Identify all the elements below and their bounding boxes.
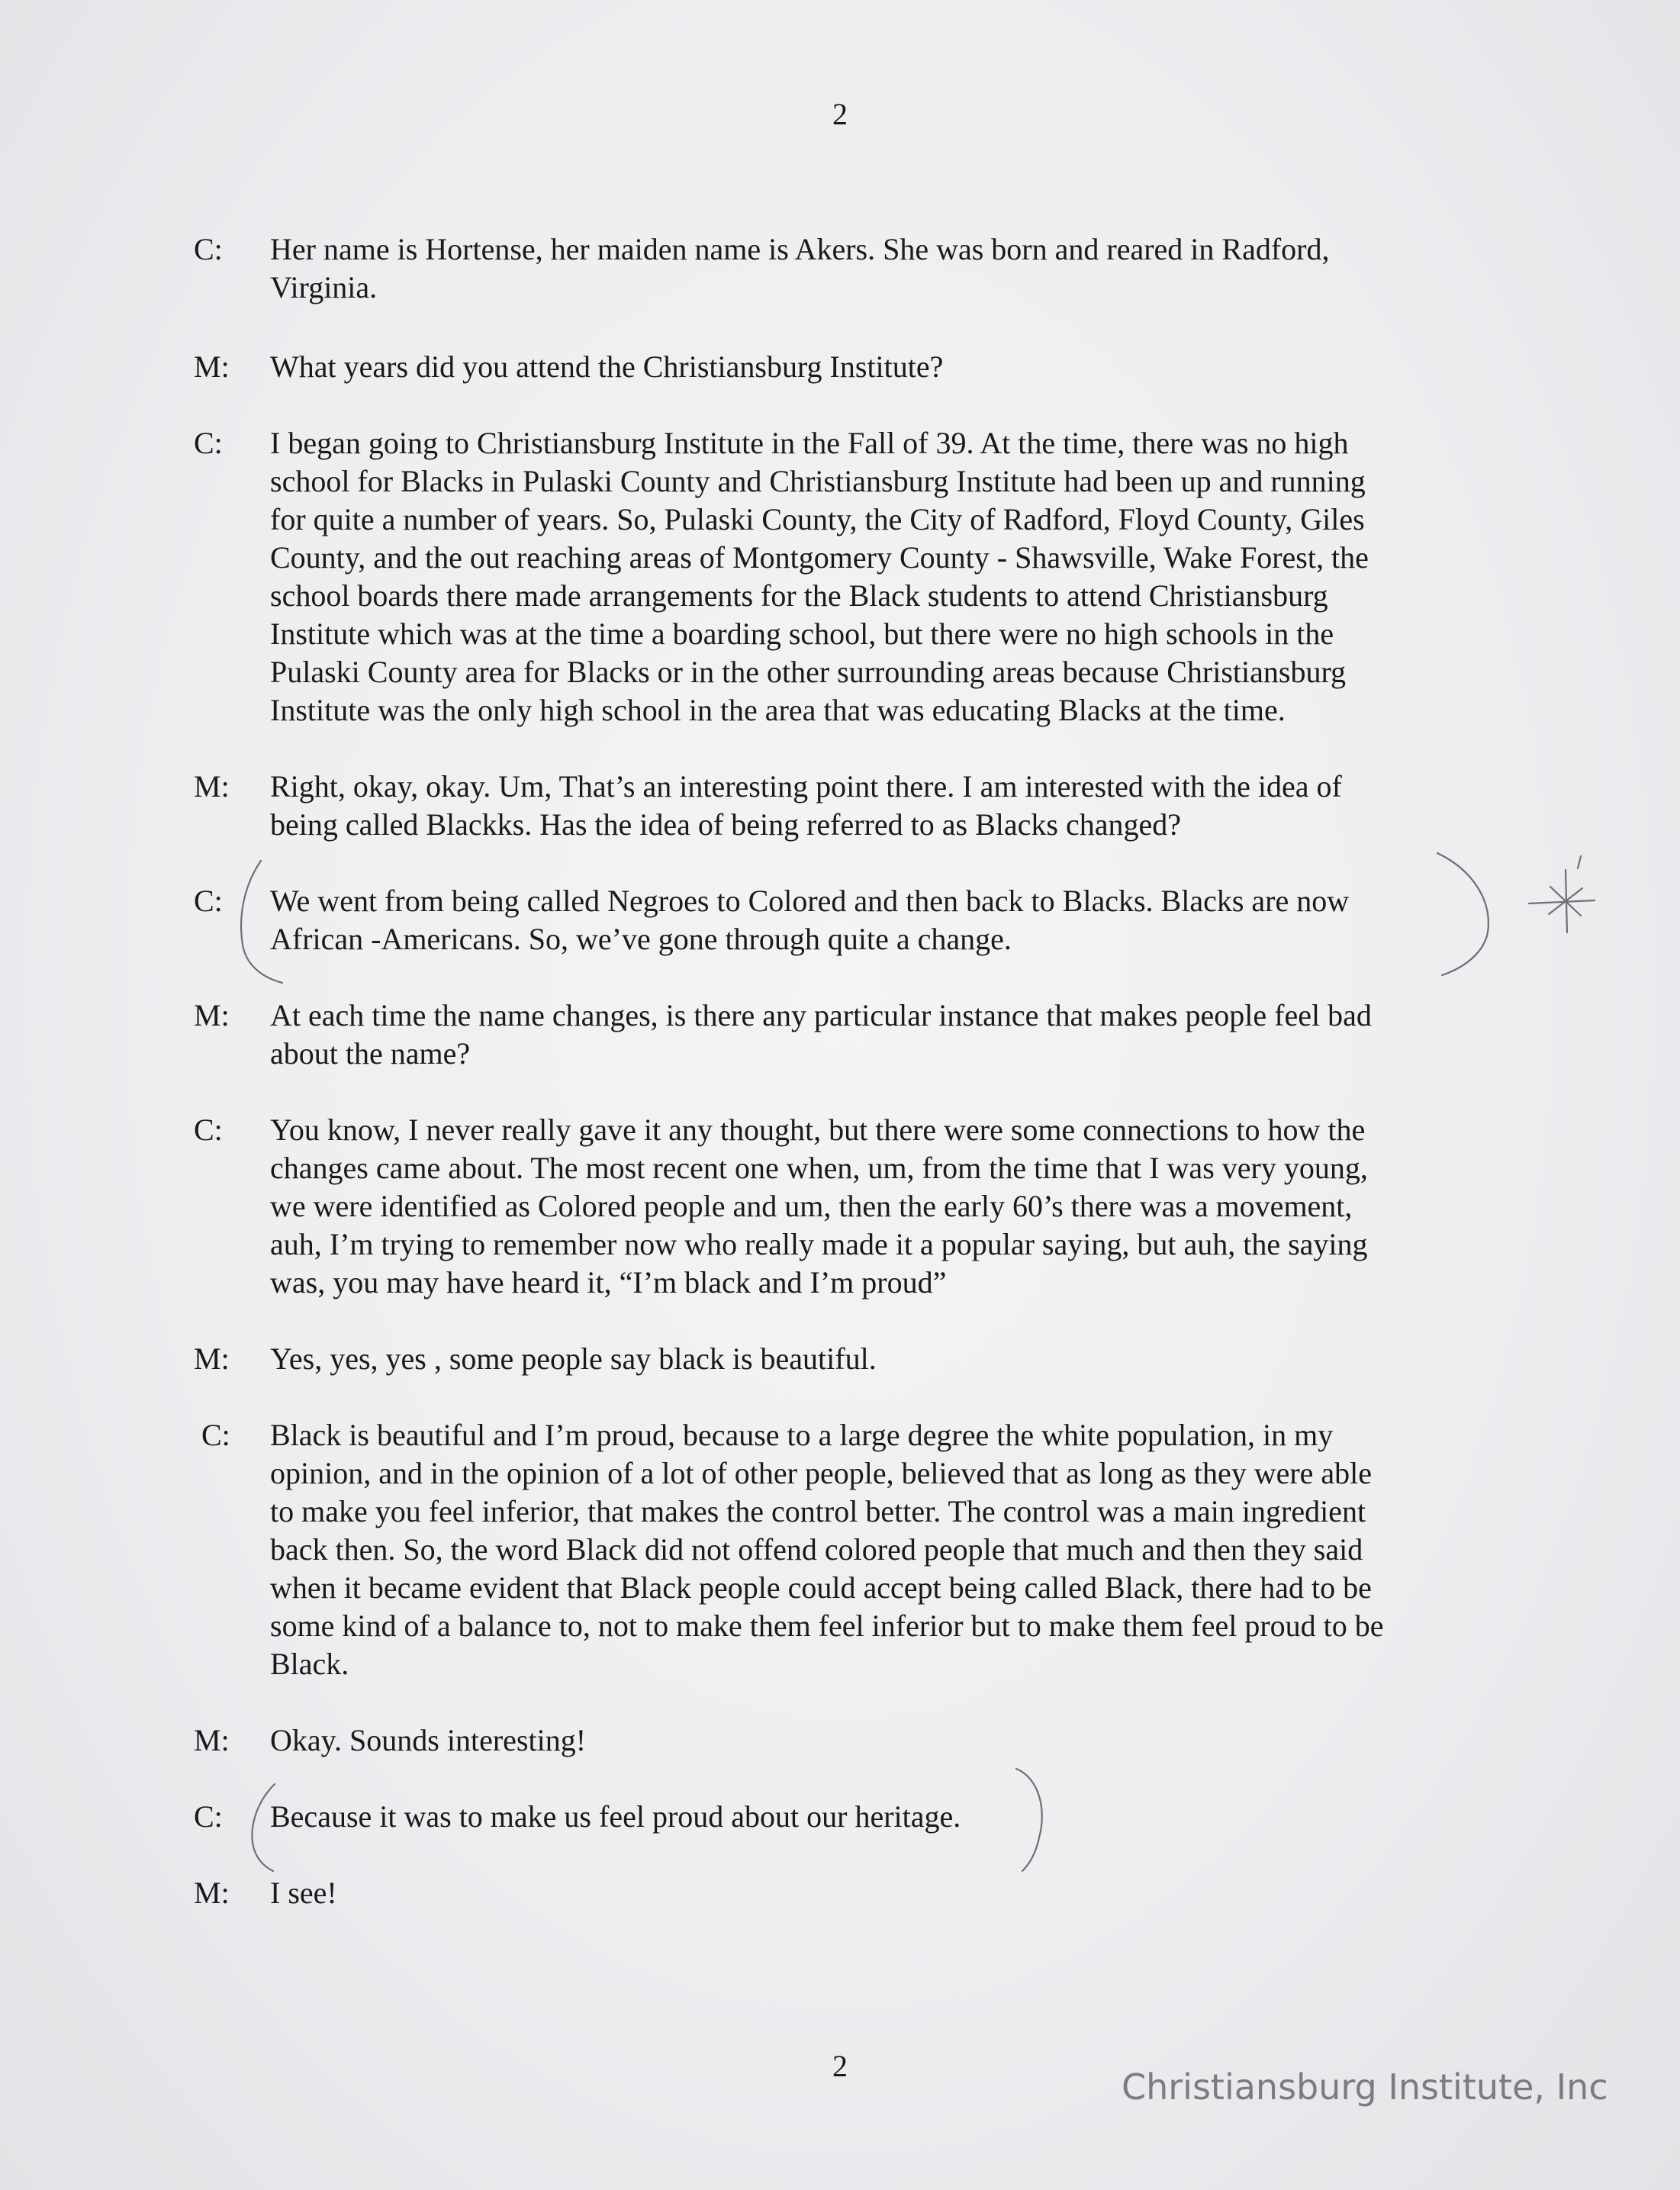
text-line: auh, I’m trying to remember now who really made it a popular saying, but auh, the saying (270, 1227, 1368, 1261)
entry-text (270, 1340, 1491, 1378)
page-number-top: 2 (832, 97, 848, 131)
speaker-label: C: (194, 232, 223, 266)
text-line: being called Blackks. Has the idea of being referred to as Blacks changed? (270, 807, 1181, 842)
asterisk-mark (1529, 856, 1595, 932)
text-line: We went from being called Negroes to Colored and then back to Blacks. Blacks are now (270, 884, 1350, 918)
text-line: school for Blacks in Pulaski County and Christiansburg Institute had been up and running (270, 464, 1366, 498)
entry-text (270, 230, 1491, 307)
speaker-label: M: (194, 998, 230, 1032)
speaker-label: C: (194, 1799, 223, 1834)
entry-text (270, 1111, 1491, 1302)
speaker-label: C: (194, 426, 223, 460)
speaker-label: M: (194, 1723, 230, 1757)
entry-text (270, 348, 1491, 386)
text-line: was, you may have heard it, “I’m black and I’m proud” (270, 1265, 947, 1300)
text-line: I see! (270, 1876, 337, 1910)
text-line: Black is beautiful and I’m proud, because to a large degree the white population, in my (270, 1418, 1334, 1452)
text-line: Pulaski County area for Blacks or in the other surrounding areas because Christiansburg (270, 655, 1347, 689)
entry-text (270, 1874, 1491, 1912)
text-line: African -Americans. So, we’ve gone through quite a change. (270, 922, 1012, 956)
footer-credit: Christiansburg Institute, Inc (1122, 2066, 1608, 2108)
entry-text (270, 1416, 1491, 1683)
text-line: Right, okay, okay. Um, That’s an interesting point there. I am interested with the idea of (270, 769, 1342, 804)
text-line: some kind of a balance to, not to make them feel inferior but to make them feel proud to be (270, 1609, 1384, 1643)
entry-text (270, 1798, 1491, 1836)
text-line: Okay. Sounds interesting! (270, 1723, 587, 1757)
text-line: Virginia. (270, 270, 378, 304)
entry-text (270, 882, 1491, 958)
text-line: County, and the out reaching areas of Montgomery County - Shawsville, Wake Forest, the (270, 540, 1369, 575)
entry-text (270, 424, 1491, 729)
speaker-label: M: (194, 1341, 230, 1376)
text-line: Black. (270, 1647, 349, 1681)
text-line: At each time the name changes, is there any particular instance that makes people feel bad (270, 998, 1372, 1032)
text-line: to make you feel inferior, that makes the control better. The control was a main ingredient (270, 1494, 1366, 1528)
text-line: about the name? (270, 1036, 471, 1071)
text-line: Institute was the only high school in the area that was educating Blacks at the time. (270, 693, 1286, 727)
text-line: opinion, and in the opinion of a lot of other people, believed that as long as they were able (270, 1456, 1373, 1490)
speaker-label: M: (194, 349, 230, 384)
speaker-label: C: (194, 1113, 223, 1147)
text-line: Her name is Hortense, her maiden name is Akers. She was born and reared in Radford, (270, 232, 1330, 266)
text-line: we were identified as Colored people and um, then the early 60’s there was a movement, (270, 1189, 1353, 1223)
text-line: Yes, yes, yes , some people say black is beautiful. (270, 1341, 877, 1376)
speaker-label: M: (194, 769, 230, 804)
text-line: I began going to Christiansburg Institute in the Fall of 39. At the time, there was no high (270, 426, 1349, 460)
text-line: You know, I never really gave it any thought, but there were some connections to how the (270, 1113, 1366, 1147)
text-line: for quite a number of years. So, Pulaski County, the City of Radford, Floyd County, Giles (270, 502, 1365, 536)
text-line: What years did you attend the Christiansburg Institute? (270, 349, 944, 384)
text-line: changes came about. The most recent one when, um, from the time that I was very young, (270, 1151, 1368, 1185)
entry-text (270, 1721, 1491, 1760)
entry-text (270, 997, 1491, 1073)
text-line: Because it was to make us feel proud about our heritage. (270, 1799, 961, 1834)
text-line: when it became evident that Black people could accept being called Black, there had to be (270, 1570, 1372, 1605)
text-line: Institute which was at the time a boarding school, but there were no high schools in the (270, 617, 1334, 651)
speaker-label: C: (201, 1418, 230, 1452)
text-line: school boards there made arrangements for the Black students to attend Christiansburg (270, 578, 1328, 613)
text-line: back then. So, the word Black did not offend colored people that much and then they said (270, 1532, 1363, 1567)
entry-text (270, 768, 1491, 844)
speaker-label: C: (194, 884, 223, 918)
page-number-bottom: 2 (832, 2049, 848, 2083)
speaker-label: M: (194, 1876, 230, 1910)
